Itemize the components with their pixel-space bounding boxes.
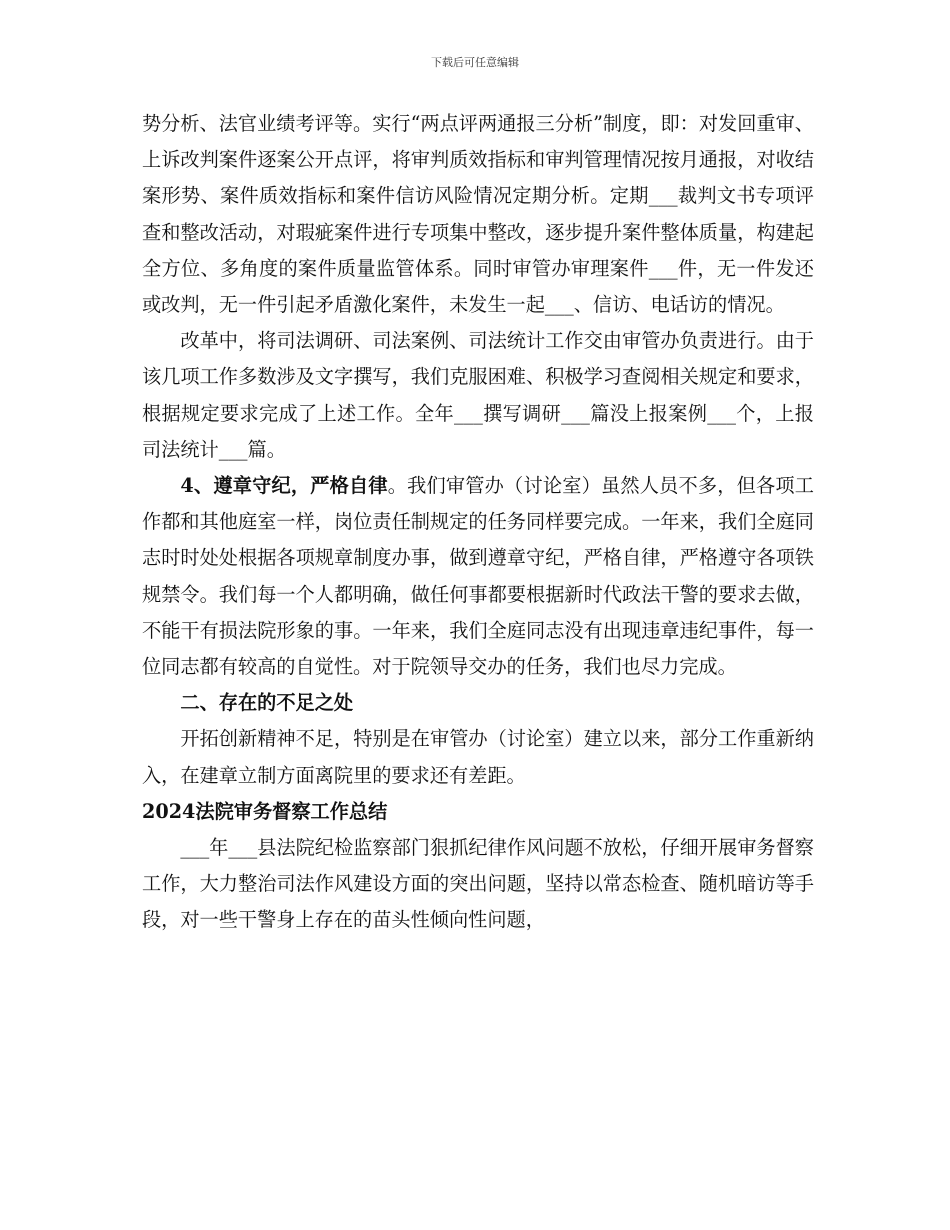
document-2-title: 2024法院审务督察工作总结 (142, 799, 388, 823)
paragraph-3-text: 。我们审管办（讨论室）虽然人员不多，但各项工作都和其他庭室一样，岗位责任制规定的任务同样要完成。一年来，我们全庭同志时时处处根据各项规章制度办事，做到遵章守纪，严格自律，严格遵守各项铁规禁令。我们每一个人都明确，做任何事都要根据新时代政法干警的要求去做，不能干有损法院形象的事。一年来，我们全庭同志没有出现违章违纪事件，每一位同志都有较高的自觉性。对于院领导交办的任务，我们也尽力完成。 (142, 474, 814, 679)
header-note: 下载后可任意编辑 (431, 56, 519, 69)
paragraph-3-heading: 4、遵章守纪，严格自律 (180, 474, 388, 498)
document-body (142, 106, 814, 939)
paragraph-4: 开拓创新精神不足，特别是在审管办（讨论室）建立以来，部分工作重新纳入，在建章立制方面离院里的要求还有差距。 (142, 727, 814, 787)
paragraph-2: 改革中，将司法调研、司法案例、司法统计工作交由审管办负责进行。由于该几项工作多数涉及文字撰写，我们克服困难、积极学习查阅相关规定和要求，根据规定要求完成了上述工作。全年___撰写调研___篇没上报案例___个，上报司法统计___篇。 (142, 329, 814, 461)
paragraph-3 (142, 468, 814, 685)
section-2-title: 二、存在的不足之处 (180, 691, 354, 715)
paragraph-5: ___年___县法院纪检监察部门狠抓纪律作风问题不放松，仔细开展审务督察工作，大力整治司法作风建设方面的突出问题，坚持以常态检查、随机暗访等手段，对一些干警身上存在的苗头性倾向性问题， (142, 836, 814, 932)
paragraph-1: 势分析、法官业绩考评等。实行“两点评两通报三分析”制度，即：对发回重审、上诉改判案件逐案公开点评，将审判质效指标和审判管理情况按月通报，对收结案形势、案件质效指标和案件信访风险情况定期分析。定期___裁判文书专项评查和整改活动，对瑕疵案件进行专项集中整改，逐步提升案件整体质量，构建起全方位、多角度的案件质量监管体系。同时审管办审理案件___件，无一件发还或改判，无一件引起矛盾激化案件，未发生一起___、信访、电话访的情况。 (142, 112, 814, 317)
